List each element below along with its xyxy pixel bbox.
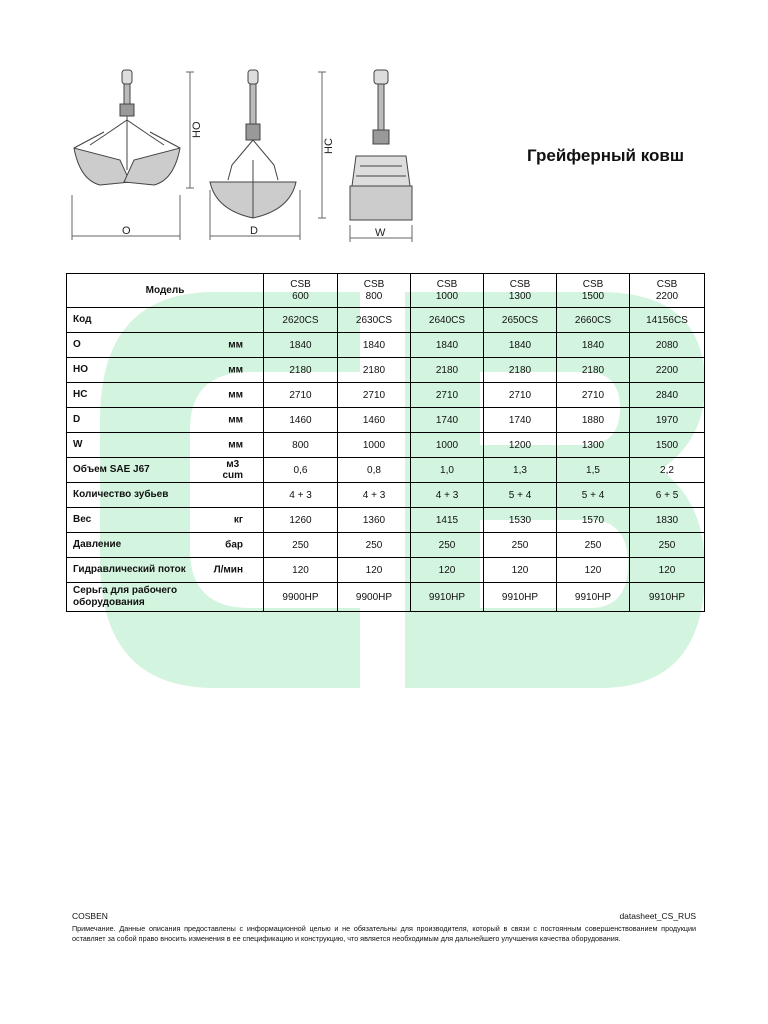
parameter-unit: мм bbox=[228, 414, 243, 426]
value-cell: 2710 bbox=[411, 383, 484, 408]
value-cell: 1840 bbox=[264, 333, 338, 358]
value-cell: 1830 bbox=[630, 508, 705, 533]
value-cell: 5 + 4 bbox=[557, 483, 630, 508]
parameter-cell bbox=[67, 483, 264, 508]
parameter-unit: мм bbox=[228, 389, 243, 401]
value-cell: 1530 bbox=[484, 508, 557, 533]
parameter-unit: мм bbox=[228, 339, 243, 351]
value-cell: 4 + 3 bbox=[338, 483, 411, 508]
parameter-name: HO bbox=[73, 364, 88, 375]
value-cell: 2630CS bbox=[338, 308, 411, 333]
value-cell: 250 bbox=[484, 533, 557, 558]
parameter-name: Гидравлический поток bbox=[73, 564, 186, 575]
value-cell: 120 bbox=[557, 558, 630, 583]
value-cell: 9900HP bbox=[338, 583, 411, 612]
value-cell: 1970 bbox=[630, 408, 705, 433]
value-cell: 1460 bbox=[338, 408, 411, 433]
value-cell: 2080 bbox=[630, 333, 705, 358]
model-series: CSB bbox=[436, 278, 458, 290]
value-cell: 250 bbox=[557, 533, 630, 558]
value-cell: 2180 bbox=[484, 358, 557, 383]
value-cell: 2710 bbox=[264, 383, 338, 408]
value-cell: 1840 bbox=[338, 333, 411, 358]
model-size: 600 bbox=[292, 290, 309, 302]
parameter-name: W bbox=[73, 439, 83, 450]
dim-label-o: O bbox=[122, 225, 131, 237]
parameter-cell bbox=[67, 383, 264, 408]
table-row bbox=[67, 433, 705, 458]
page-title: Грейферный ковш bbox=[527, 146, 685, 165]
value-cell: 2840 bbox=[630, 383, 705, 408]
bucket-open-view bbox=[74, 70, 180, 185]
model-series: CSB bbox=[363, 278, 385, 290]
spec-table bbox=[66, 273, 705, 612]
value-cell: 1,0 bbox=[411, 458, 484, 483]
value-cell: 0,8 bbox=[338, 458, 411, 483]
model-column-header bbox=[338, 274, 411, 308]
parameter-cell bbox=[67, 458, 264, 483]
model-series: CSB bbox=[656, 278, 678, 290]
model-series: CSB bbox=[509, 278, 531, 290]
bucket-closed-view bbox=[210, 70, 296, 218]
value-cell: 1415 bbox=[411, 508, 484, 533]
value-cell: 1500 bbox=[630, 433, 705, 458]
table-row bbox=[67, 583, 705, 612]
parameter-unit: м3 cum bbox=[222, 459, 243, 481]
parameter-cell bbox=[67, 583, 264, 612]
value-cell: 250 bbox=[338, 533, 411, 558]
value-cell: 2650CS bbox=[484, 308, 557, 333]
value-cell: 2180 bbox=[264, 358, 338, 383]
document-id: datasheet_CS_RUS bbox=[619, 911, 696, 921]
parameter-name: O bbox=[73, 339, 81, 350]
value-cell: 120 bbox=[630, 558, 705, 583]
value-cell: 2,2 bbox=[630, 458, 705, 483]
value-cell: 1570 bbox=[557, 508, 630, 533]
model-column-header bbox=[557, 274, 630, 308]
value-cell: 9910HP bbox=[630, 583, 705, 612]
value-cell: 1840 bbox=[411, 333, 484, 358]
value-cell: 1360 bbox=[338, 508, 411, 533]
dim-label-hc: HC bbox=[323, 138, 335, 154]
model-size: 1300 bbox=[508, 290, 532, 302]
company-name: COSBEN bbox=[72, 911, 108, 921]
value-cell: 0,6 bbox=[264, 458, 338, 483]
table-row bbox=[67, 483, 705, 508]
parameter-unit: мм bbox=[228, 439, 243, 451]
value-cell: 2620CS bbox=[264, 308, 338, 333]
value-cell: 2710 bbox=[338, 383, 411, 408]
model-size: 800 bbox=[365, 290, 383, 302]
model-size: 2200 bbox=[655, 290, 679, 302]
value-cell: 800 bbox=[264, 433, 338, 458]
parameter-cell bbox=[67, 358, 264, 383]
value-cell: 1000 bbox=[338, 433, 411, 458]
table-row bbox=[67, 458, 705, 483]
model-series: CSB bbox=[290, 278, 311, 290]
parameter-cell bbox=[67, 333, 264, 358]
value-cell: 1000 bbox=[411, 433, 484, 458]
parameter-cell bbox=[67, 533, 264, 558]
parameter-cell bbox=[67, 558, 264, 583]
table-row bbox=[67, 508, 705, 533]
value-cell: 2200 bbox=[630, 358, 705, 383]
value-cell: 1,5 bbox=[557, 458, 630, 483]
model-column-header bbox=[630, 274, 705, 308]
value-cell: 9900HP bbox=[264, 583, 338, 612]
value-cell: 120 bbox=[264, 558, 338, 583]
value-cell: 5 + 4 bbox=[484, 483, 557, 508]
value-cell: 2180 bbox=[411, 358, 484, 383]
value-cell: 2640CS bbox=[411, 308, 484, 333]
value-cell: 250 bbox=[630, 533, 705, 558]
value-cell: 2180 bbox=[338, 358, 411, 383]
value-cell: 2710 bbox=[484, 383, 557, 408]
parameter-unit: Л/мин bbox=[213, 564, 243, 576]
model-series: CSB bbox=[582, 278, 604, 290]
value-cell: 1460 bbox=[264, 408, 338, 433]
parameter-cell bbox=[67, 508, 264, 533]
model-header: Модель bbox=[67, 274, 264, 308]
model-column-header bbox=[484, 274, 557, 308]
parameter-name: HC bbox=[73, 389, 88, 400]
value-cell: 120 bbox=[411, 558, 484, 583]
disclaimer-note: Примечание. Данные описания предоставлены с информационной целью и не обязательны для производителя, который в связи с постоянным совершенствованием продукции оставляет за собой право вносить изменения в ее спецификацию и конструкцию, что является необходимым для дальнейшего улучшения качества оборудования. bbox=[72, 924, 696, 943]
model-size: 1000 bbox=[435, 290, 459, 302]
value-cell: 1840 bbox=[557, 333, 630, 358]
model-column-header bbox=[411, 274, 484, 308]
bucket-side-view bbox=[350, 70, 412, 220]
parameter-name: Количество зубьев bbox=[73, 489, 169, 500]
dim-label-d: D bbox=[250, 225, 258, 237]
value-cell: 2180 bbox=[557, 358, 630, 383]
value-cell: 250 bbox=[411, 533, 484, 558]
table-row bbox=[67, 558, 705, 583]
value-cell: 2710 bbox=[557, 383, 630, 408]
table-row bbox=[67, 408, 705, 433]
parameter-name: Давление bbox=[73, 539, 122, 550]
grab-bucket-drawings bbox=[60, 60, 480, 250]
parameter-name: D bbox=[73, 414, 81, 425]
value-cell: 120 bbox=[484, 558, 557, 583]
value-cell: 14156CS bbox=[630, 308, 705, 333]
value-cell: 1740 bbox=[484, 408, 557, 433]
parameter-name: Код bbox=[73, 314, 92, 325]
table-row bbox=[67, 533, 705, 558]
parameter-unit: бар bbox=[225, 539, 243, 551]
value-cell: 120 bbox=[338, 558, 411, 583]
value-cell: 1200 bbox=[484, 433, 557, 458]
value-cell: 4 + 3 bbox=[411, 483, 484, 508]
value-cell: 9910HP bbox=[557, 583, 630, 612]
value-cell: 250 bbox=[264, 533, 338, 558]
value-cell: 9910HP bbox=[484, 583, 557, 612]
table-row bbox=[67, 358, 705, 383]
parameter-name: Серьга для рабочего оборудования bbox=[73, 585, 178, 608]
parameter-cell bbox=[67, 308, 264, 333]
value-cell: 2660CS bbox=[557, 308, 630, 333]
value-cell: 4 + 3 bbox=[264, 483, 338, 508]
model-column-header bbox=[264, 274, 338, 308]
dim-label-w: W bbox=[375, 227, 386, 239]
value-cell: 1840 bbox=[484, 333, 557, 358]
table-row bbox=[67, 333, 705, 358]
table-row bbox=[67, 308, 705, 333]
value-cell: 6 + 5 bbox=[630, 483, 705, 508]
value-cell: 1,3 bbox=[484, 458, 557, 483]
parameter-unit: мм bbox=[228, 364, 243, 376]
value-cell: 1880 bbox=[557, 408, 630, 433]
parameter-unit: кг bbox=[233, 514, 243, 526]
parameter-cell bbox=[67, 433, 264, 458]
table-header-row bbox=[67, 274, 705, 308]
value-cell: 1300 bbox=[557, 433, 630, 458]
model-size: 1500 bbox=[581, 290, 605, 302]
dim-label-ho: HO bbox=[191, 121, 203, 138]
parameter-cell bbox=[67, 408, 264, 433]
value-cell: 1740 bbox=[411, 408, 484, 433]
value-cell: 1260 bbox=[264, 508, 338, 533]
parameter-name: Объем SAE J67 bbox=[73, 464, 150, 475]
parameter-name: Вес bbox=[73, 514, 92, 525]
value-cell: 9910HP bbox=[411, 583, 484, 612]
table-row bbox=[67, 383, 705, 408]
